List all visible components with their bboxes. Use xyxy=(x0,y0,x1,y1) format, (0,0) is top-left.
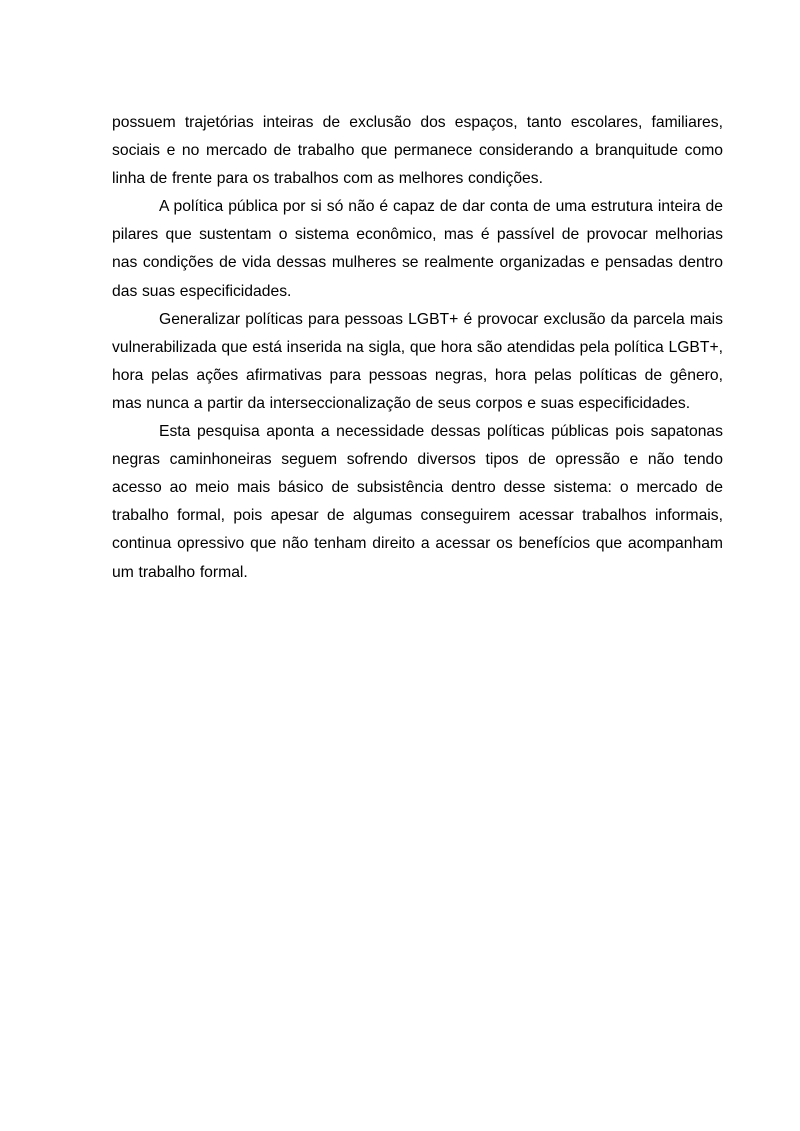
paragraph-continuation: possuem trajetórias inteiras de exclusão dos espaços, tanto escolares, familiares, sociais e no mercado de trabalho que permanece considerando a branquitude como linha de frente para os trabalhos com as melhores condições. xyxy=(112,114,723,188)
text-body xyxy=(112,109,723,587)
paragraph: Esta pesquisa aponta a necessidade dessas políticas públicas pois sapatonas negras caminhoneiras seguem sofrendo diversos tipos de opressão e não tendo acesso ao meio mais básico de subsistência dentro desse sistema: o mercado de trabalho formal, pois apesar de algumas conseguirem acessar trabalhos informais, continua opressivo que não tenham direito a acessar os benefícios que acompanham um trabalho formal. xyxy=(112,423,723,581)
paragraph: Generalizar políticas para pessoas LGBT+ é provocar exclusão da parcela mais vulnerabilizada que está inserida na sigla, que hora são atendidas pela política LGBT+, hora pelas ações afirmativas para pessoas negras, hora pelas políticas de gênero, mas nunca a partir da interseccionalização de seus corpos e suas especificidades. xyxy=(112,310,723,412)
paragraph: A política pública por si só não é capaz de dar conta de uma estrutura inteira de pilares que sustentam o sistema econômico, mas é passível de provocar melhorias nas condições de vida dessas mulheres se realmente organizadas e pensadas dentro das suas especificidades. xyxy=(112,198,723,300)
